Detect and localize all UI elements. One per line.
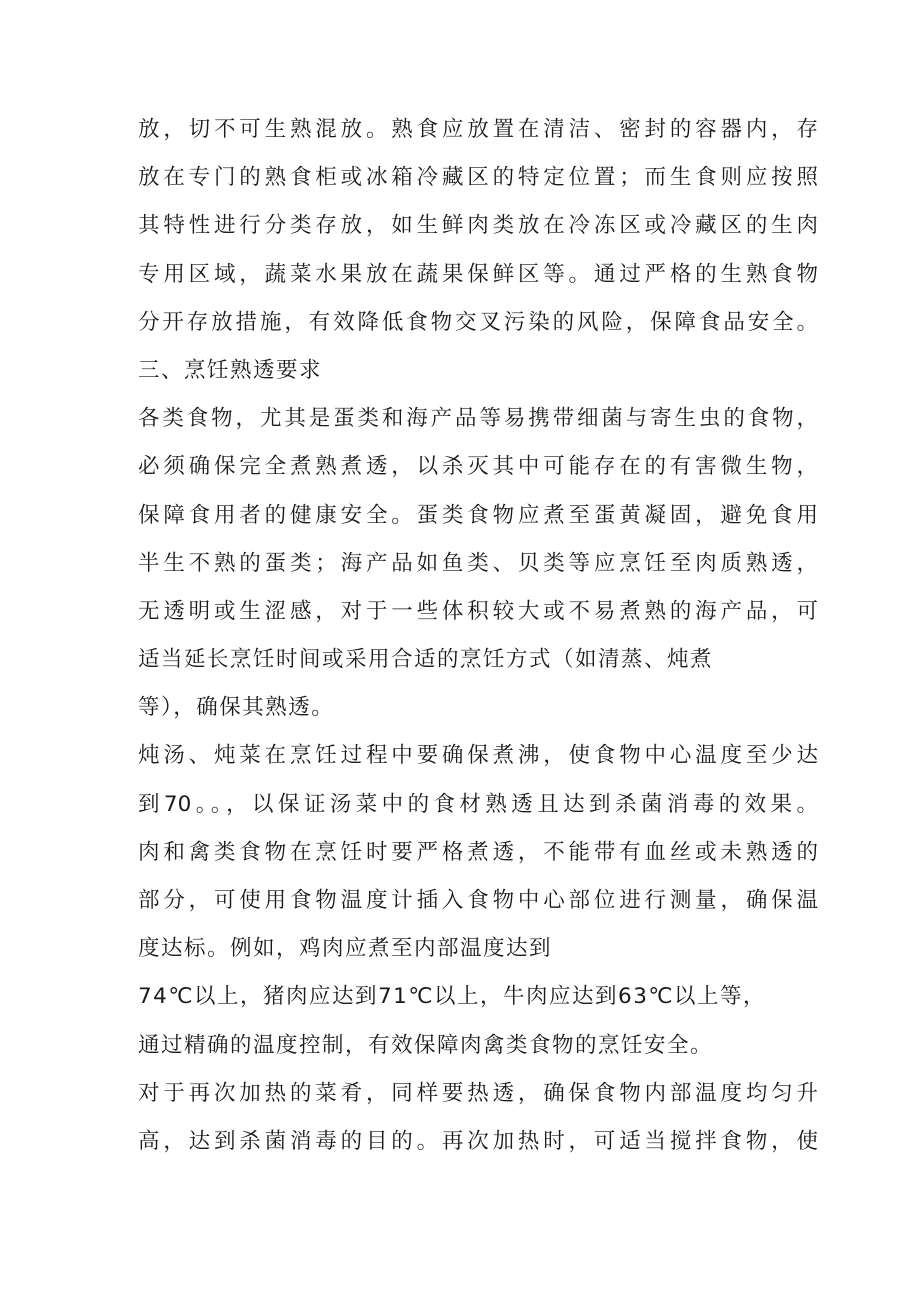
- text-line: 分开存放措施，有效降低食物交叉污染的风险，保障食品安全。: [138, 309, 818, 335]
- text-line: 专用区域，蔬菜水果放在蔬果保鲜区等。通过严格的生熟食物: [138, 261, 818, 287]
- text-line: 半生不熟的蛋类；海产品如鱼类、贝类等应烹饪至肉质熟透，: [138, 550, 818, 576]
- text-line: 炖汤、炖菜在烹饪过程中要确保煮沸，使食物中心温度至少达: [138, 743, 818, 769]
- body-text: [138, 106, 818, 1166]
- text-line: 放，切不可生熟混放。熟食应放置在清洁、密封的容器内，存: [138, 117, 818, 142]
- text-line: 通过精确的温度控制，有效保障肉禽类食物的烹饪安全。: [138, 1032, 714, 1058]
- section-heading: 三、烹饪熟透要求: [138, 357, 323, 383]
- text-line: 等），确保其熟透。: [138, 695, 335, 721]
- text-line: 度达标。例如，鸡肉应煮至内部温度达到: [138, 936, 553, 962]
- text-line: 必须确保完全煮熟煮透，以杀灭其中可能存在的有害微生物，: [138, 454, 818, 480]
- text-line: 对于再次加热的菜肴，同样要热透，确保食物内部温度均匀升: [138, 1080, 818, 1106]
- text-line: 适当延长烹饪时间或采用合适的烹饪方式（如清蒸、炖煮: [138, 647, 714, 673]
- text-line: 其特性进行分类存放，如生鲜肉类放在冷冻区或冷藏区的生肉: [138, 213, 818, 239]
- text-line: 保障食用者的健康安全。蛋类食物应煮至蛋黄凝固，避免食用: [138, 502, 818, 528]
- text-line: 高，达到杀菌消毒的目的。再次加热时，可适当搅拌食物，使: [138, 1128, 818, 1154]
- text-line: 无透明或生涩感，对于一些体积较大或不易煮熟的海产品，可: [138, 598, 818, 624]
- text-line: 到70。。，以保证汤菜中的食材熟透且达到杀菌消毒的效果。: [138, 791, 818, 817]
- text-line: 肉和禽类食物在烹饪时要严格煮透，不能带有血丝或未熟透的: [138, 839, 818, 865]
- text-line: 74℃以上，猪肉应达到71℃以上，牛肉应达到63℃以上等，: [138, 984, 767, 1010]
- text-line: 部分，可使用食物温度计插入食物中心部位进行测量，确保温: [138, 888, 818, 913]
- text-line: 放在专门的熟食柜或冰箱冷藏区的特定位置；而生食则应按照: [138, 165, 818, 191]
- text-line: 各类食物，尤其是蛋类和海产品等易携带细菌与寄生虫的食物，: [138, 406, 818, 432]
